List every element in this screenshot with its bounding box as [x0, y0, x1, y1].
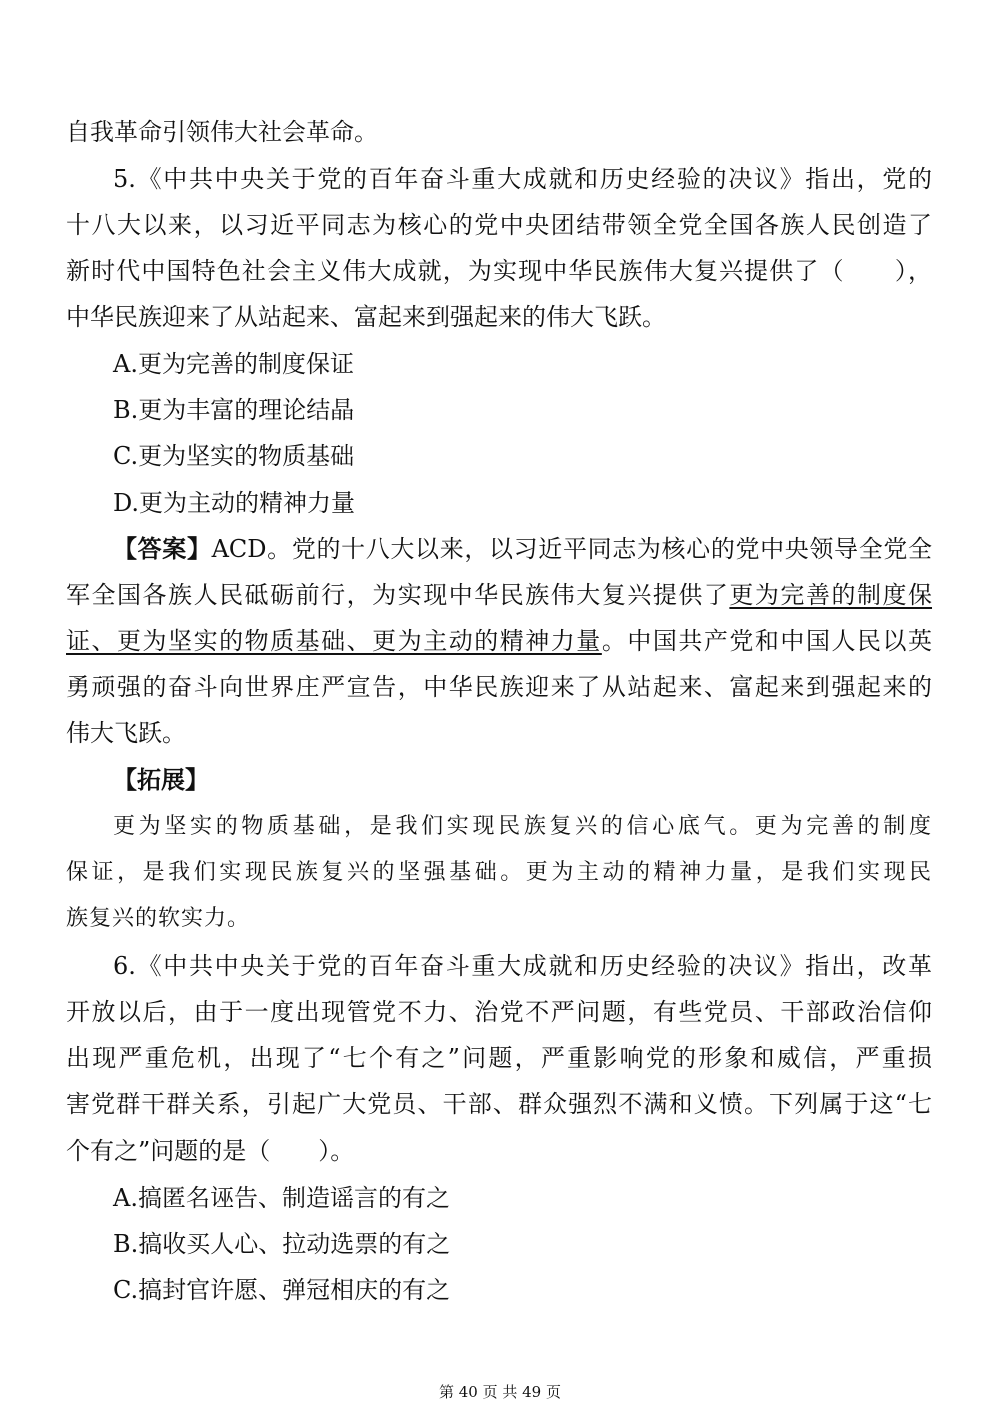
q6-option-c: C.搞封官许愿、弹冠相庆的有之	[113, 1276, 451, 1304]
q5-answer-line	[113, 532, 932, 566]
continuation-text: 自我革命引领伟大社会革命。	[66, 118, 378, 146]
q5-answer-line	[66, 578, 932, 612]
q5-stem-line: 5.《中共中央关于党的百年奋斗重大成就和历史经验的决议》指出，党的	[113, 165, 932, 193]
extension-line: 更为坚实的物质基础，是我们实现民族复兴的信心底气。更为完善的制度	[113, 814, 932, 839]
q5-stem-line: 新时代中国特色社会主义伟大成就，为实现中华民族伟大复兴提供了（ ），	[66, 257, 932, 285]
answer-underlined-text: 更为完善的制度保	[729, 581, 933, 609]
page-footer: 第 40 页 共 49 页	[438, 1383, 561, 1401]
q6-stem-line: 个有之”问题的是（ ）。	[66, 1137, 355, 1165]
q6-stem-line: 开放以后，由于一度出现管党不力、治党不严问题，有些党员、干部政治信仰	[66, 998, 932, 1026]
q5-answer-line: 伟大飞跃。	[66, 719, 186, 747]
q6-stem-line: 6.《中共中央关于党的百年奋斗重大成就和历史经验的决议》指出，改革	[113, 952, 932, 980]
answer-text: ACD。党的十八大以来，以习近平同志为核心的党中央领导全党全	[211, 535, 933, 563]
answer-label: 【答案】	[113, 534, 212, 563]
q5-stem-line: 中华民族迎来了从站起来、富起来到强起来的伟大飞跃。	[66, 303, 666, 331]
q5-stem-line: 十八大以来，以习近平同志为核心的党中央团结带领全党全国各族人民创造了	[66, 211, 932, 239]
q6-stem-line: 出现严重危机，出现了“七个有之”问题，严重影响党的形象和威信，严重损	[66, 1044, 932, 1072]
q6-option-a: A.搞匿名诬告、制造谣言的有之	[113, 1184, 450, 1212]
q5-option-b: B.更为丰富的理论结晶	[113, 396, 355, 424]
extension-label: 【拓展】	[113, 765, 209, 794]
q6-stem-line: 害党群干群关系，引起广大党员、干部、群众强烈不满和义愤。下列属于这“七	[66, 1090, 932, 1118]
extension-line: 保证，是我们实现民族复兴的坚强基础。更为主动的精神力量，是我们实现民	[66, 860, 932, 885]
answer-underlined-text: 证、更为坚实的物质基础、更为主动的精神力量	[66, 627, 602, 655]
q5-option-c: C.更为坚实的物质基础	[113, 442, 355, 470]
answer-text: 军全国各族人民砥砺前行，为实现中华民族伟大复兴提供了	[66, 581, 730, 609]
extension-line: 族复兴的软实力。	[66, 906, 251, 931]
q5-answer-line: 勇顽强的奋斗向世界庄严宣告，中华民族迎来了从站起来、富起来到强起来的	[66, 673, 932, 701]
q6-option-b: B.搞收买人心、拉动选票的有之	[113, 1230, 451, 1258]
q5-answer-line	[66, 624, 932, 658]
q5-option-d: D.更为主动的精神力量	[113, 489, 356, 517]
q5-option-a: A.更为完善的制度保证	[113, 350, 354, 378]
answer-text: 。中国共产党和中国人民以英	[601, 627, 933, 655]
